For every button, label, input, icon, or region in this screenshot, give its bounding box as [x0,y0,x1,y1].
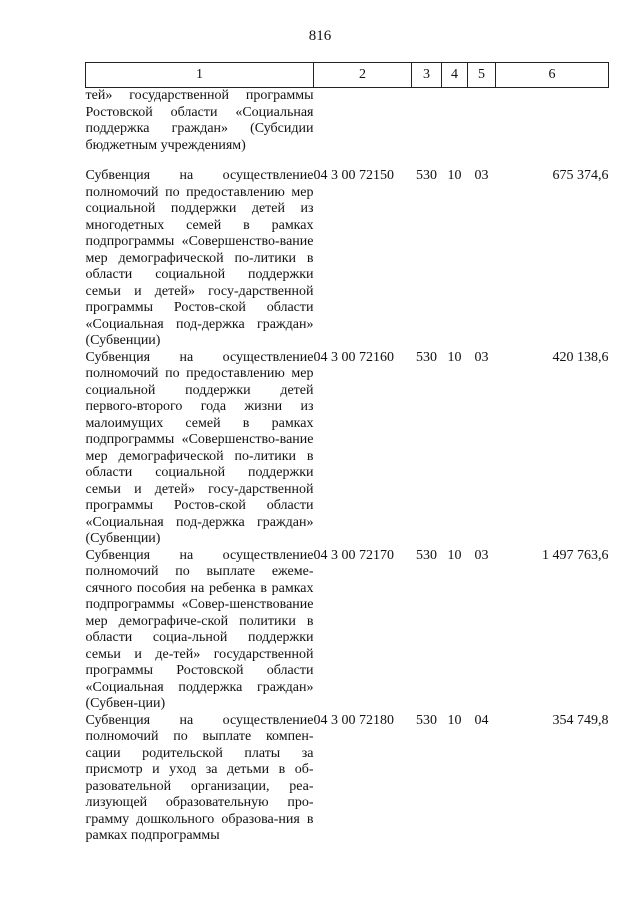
row-name: Субвенция на осуществление полномочий по выплате компен-сации родительской платы за присмотр и уход за детьми в об-разовательной организации, реа-лизующей образовательную про-грамму дошкольного образова-ния в рамках подпрограммы [85,712,314,843]
header-col-4: 4 [442,63,468,88]
header-col-2: 2 [314,63,412,88]
row-sum: 420 138,6 [552,349,609,365]
table-row [86,350,609,548]
row-pr: 04 [474,712,489,728]
row-pr: 03 [474,349,489,365]
row-vr [412,88,442,169]
row-code: 04 3 00 72150 [313,168,394,183]
row-rz: 10 [447,168,462,183]
budget-table [85,62,609,845]
row-code: 04 3 00 72170 [313,547,394,563]
row-vr: 530 [416,168,437,183]
header-col-6: 6 [496,63,609,88]
row-pr: 03 [474,168,489,183]
row-name: тей» государственной программы Ростовской области «Социальная поддержка граждан» (Субсидии бюджетным учреждениям) [85,88,314,153]
page-number: 816 [308,28,332,44]
row-rz: 10 [447,547,462,563]
table-row [86,548,609,713]
row-rz: 10 [447,712,462,728]
row-rz: 10 [447,349,462,365]
row-vr: 530 [416,349,437,365]
row-sum [496,88,609,169]
table-row [86,168,609,350]
row-sum: 675 374,6 [552,168,609,183]
row-pr [468,88,496,169]
row-name: Субвенция на осуществление полномочий по предоставлению мер социальной поддержки детей из многодетных семей в рамках подпрограммы «Совершенство-вание мер демографической по-литики в области социальной поддержки семьи и детей» госу-дарственной программы Ростов-ской области «Социальная под-держка граждан» (Субвенции) [85,168,314,348]
header-col-5: 5 [468,63,496,88]
row-sum: 1 497 763,6 [542,547,609,563]
row-code: 04 3 00 72180 [313,712,394,728]
row-name: Субвенция на осуществление полномочий по предоставлению мер социальной поддержки детей первого-второго года жизни из малоимущих семей в рамках подпрограммы «Совершенство-вание мер демографической по-литики в области социальной поддержки семьи и детей» госу-дарственной программы Ростов-ской области «Социальная под-держка граждан» (Субвенции) [85,349,314,546]
table-row [86,713,609,845]
row-pr: 03 [474,547,489,563]
row-vr: 530 [416,547,437,563]
row-rz [442,88,468,169]
row-code: 04 3 00 72160 [313,349,394,365]
header-col-3: 3 [412,63,442,88]
header-col-1: 1 [86,63,314,88]
table-row [86,88,609,169]
row-name: Субвенция на осуществление полномочий по выплате ежеме-сячного пособия на ребенка в рамках подпрограммы «Совер-шенствование мер демографиче-ской политики в области социа-льной поддержки семьи и де-тей» государственной программы Ростовской области «Социальная поддержка граждан» (Субвен-ции) [85,547,314,711]
table-header-row [86,63,609,88]
row-vr: 530 [416,712,437,728]
row-code [314,88,412,169]
row-sum: 354 749,8 [552,712,609,728]
